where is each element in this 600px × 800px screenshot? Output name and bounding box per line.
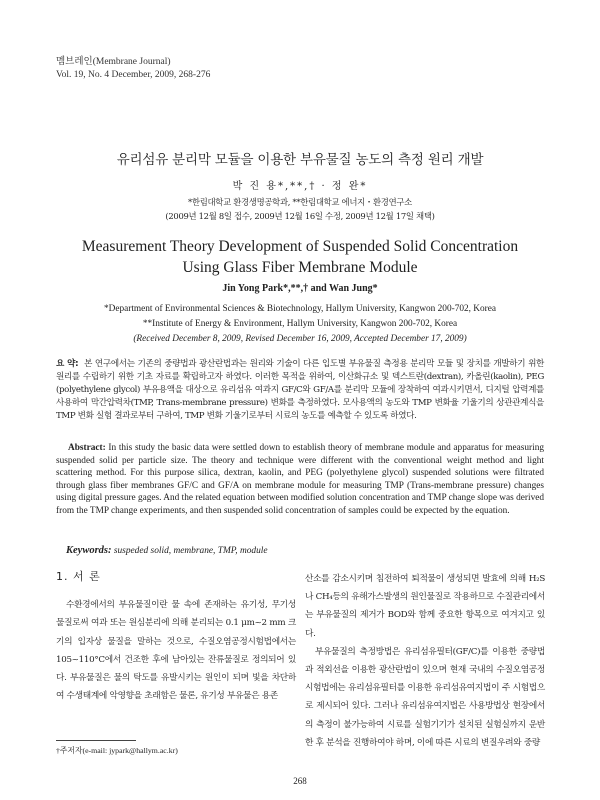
english-authors: Jin Yong Park*,**,† and Wan Jung*: [222, 283, 378, 294]
korean-affiliation: *한림대학교 환경생명공학과, **한림대학교 에너지・환경연구소: [188, 197, 412, 207]
body-right-column: [305, 570, 545, 752]
english-title-line1: Measurement Theory Development of Suspended Solid Concentration: [81, 238, 519, 255]
english-affiliation-2: **Institute of Energy & Environment, Hallym University, Kangwon 200-702, Korea: [142, 319, 458, 329]
journal-header: [56, 56, 210, 82]
footnote: †주저자(e-mail: jypark@hallym.ac.kr): [56, 746, 178, 755]
korean-abstract-text: 본 연구에서는 기존의 중량법과 광산란법과는 원리와 기술이 다른 입도별 부유물질 측정용 분리막 모듈 및 장치를 개발하기 위한 원리를 수립하기 위한 기초 자료를 확립하고자 하였다. 이러한 목적을 위하여, 이산화규소 및 덱스트란(dextran), 카올린(kaolin), PEG (polyethylene glycol) 부유용액을 대상으로 유리섬유 여과지 GF/C와 GF/A를 분리막 모듈에 장착하여 여과시키면서, 디지털 압력계를 사용하여 막간압력차(TMP, Trans-membrane pressure) 변화를 측정하였다. 모사용액의 농도와 TMP 변화율 기울기의 상관관계식을 TMP 변화 실험 결과로부터 구하여, TMP 변화 기울기로부터 시료의 농도를 예측할 수 있도록 하였다.: [56, 359, 544, 421]
page-number: 268: [293, 776, 307, 786]
section-heading: 1. 서 론: [56, 570, 101, 583]
keywords-label: Keywords:: [66, 545, 112, 556]
right-paragraph-1: 산소를 감소시키며 침전하여 퇴적물이 생성되면 발효에 의해 H₂S나 CH₄등의 유해가스발생의 원인물질로 작용하므로 수질관리에서는 부유물질의 제거가 BOD와 함께 중요한 항목으로 여겨지고 있다.: [305, 574, 545, 639]
english-dates: (Received December 8, 2009, Revised December 16, 2009, Accepted December 17, 2009): [133, 334, 467, 344]
korean-authors: 박 진 용*,**,† · 정 완*: [232, 181, 368, 192]
left-paragraph: 수환경에서의 부유물질이란 물 속에 존재하는 유기성, 무기성 물질로써 여과 또는 원심분리에 의해 분리되는 0.1 μm~2 mm 크기의 입자상 물질을 말하는 것으로, 수질오염공정시험법에서는 105~110°C에서 건조한 후에 남아있는 잔류물질로 정의되어 있다. 부유물질은 물의 탁도를 유발시키는 원인이 되며 빛을 차단하여 수생태계에 악영향을 초래함은 물론, 유기성 부유물은 용존: [56, 600, 296, 702]
korean-title: 유리섬유 분리막 모듈을 이용한 부유물질 농도의 측정 원리 개발: [116, 152, 484, 168]
english-title-line2: Using Glass Fiber Membrane Module: [182, 259, 418, 276]
journal-name: 멤브레인(Membrane Journal): [56, 57, 171, 67]
english-abstract: [56, 442, 544, 518]
english-abstract-label: Abstract:: [68, 443, 106, 453]
keywords-text: suspeded solid, membrane, TMP, module: [113, 546, 268, 556]
english-title: [40, 236, 560, 278]
english-abstract-text: In this study the basic data were settled down to establish theory of membrane module and apparatus for measuring suspended solid per particle size. The theory and technique were different with the conventional weight method and light scattering method. For this purpose silica, dextran, kaolin, and PEG (polyethylene glycol) suspended solutions were filtrated through glass fiber membranes GF/C and GF/A on membrane module for measuring TMP (Trans-membrane pressure) changes using digital pressure gages. And the related equation between modified solution concentration and TMP change slope was derived from the TMP change experiments, and then suspended solid concentration of samples could be expected by the equation.: [56, 443, 544, 516]
korean-dates: (2009년 12월 8일 접수, 2009년 12월 16일 수정, 2009년 12월 17일 채택): [165, 211, 435, 221]
footnote-rule: [56, 740, 136, 741]
korean-abstract: [56, 358, 544, 423]
journal-volume: Vol. 19, No. 4 December, 2009, 268-276: [56, 70, 211, 80]
keywords: [66, 545, 268, 556]
body-left-column: [56, 568, 296, 705]
english-affiliation-1: *Department of Environmental Sciences & Biotechnology, Hallym University, Kangwon 200-702, Korea: [103, 304, 496, 314]
korean-abstract-label: 요 약:: [56, 359, 79, 369]
right-paragraph-2: 부유물질의 측정방법은 유리섬유필터(GF/C)를 이용한 중량법과 적외선을 이용한 광산란법이 있으며 현재 국내의 수질오염공정시험법에는 유리섬유필터를 이용한 유리섬유여지법이 주 시험법으로 제시되어 있다. 그러나 유리섬유여지법은 사용방법상 현장에서의 측정이 불가능하여 시료를 실험기기가 설치된 실험실까지 운반한 후 분석을 진행하여야 하며, 이에 따른 시료의 변질우려와 중량: [305, 646, 545, 748]
